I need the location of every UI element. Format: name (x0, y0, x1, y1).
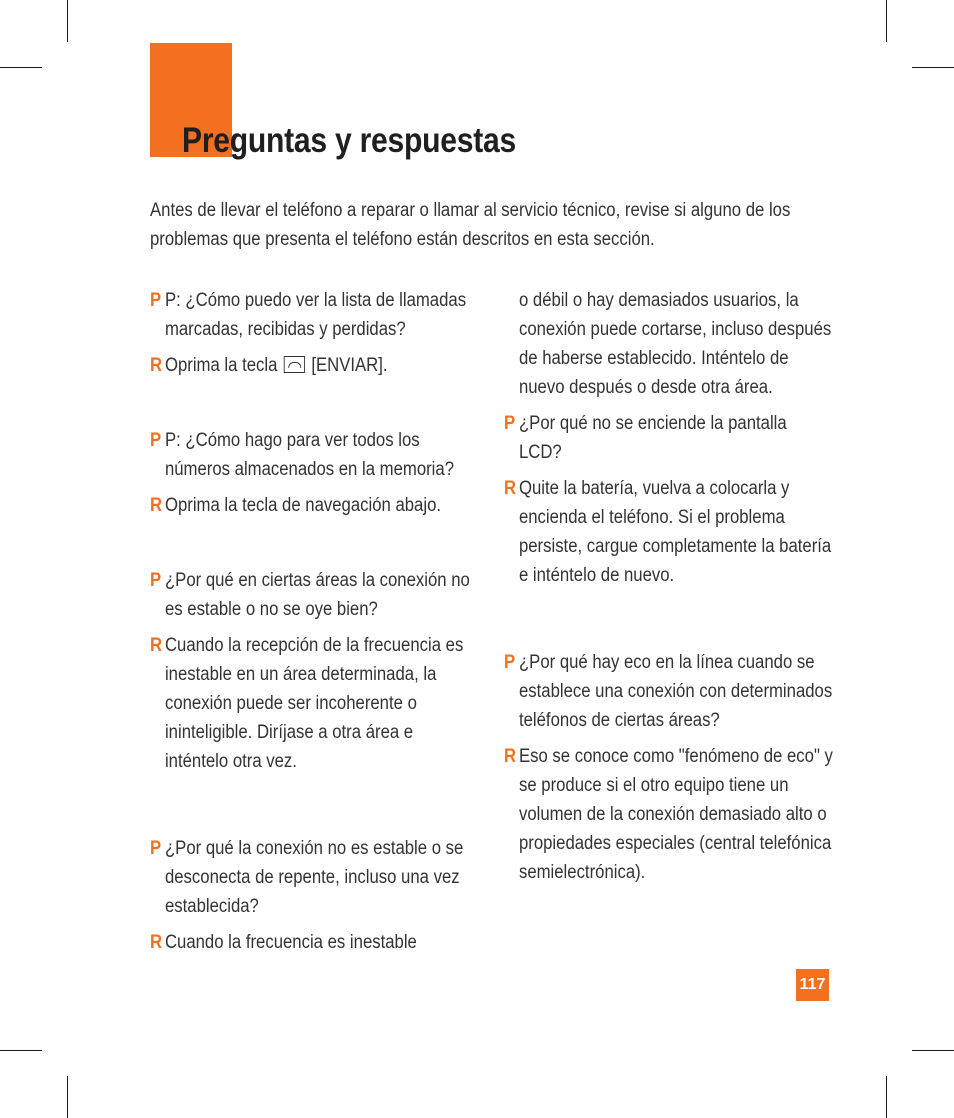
answer-marker: R (150, 355, 163, 376)
question-5 (504, 409, 834, 467)
crop-mark (886, 0, 887, 42)
answer-text: Cuando la recepción de la frecuencia es inestable en un área determinada, la conexión puede ser incoherente o ininteligible. Diríjase a otra área e inténtelo otra vez. (164, 635, 464, 772)
crop-mark (0, 1050, 42, 1051)
question-marker: P (150, 838, 162, 859)
answer-4-continued (504, 286, 834, 402)
answer-marker: R (150, 495, 163, 516)
page-title: Preguntas y respuestas (182, 121, 516, 160)
question-text: ¿Por qué no se enciende la pantalla LCD? (518, 413, 787, 463)
question-marker: P (150, 430, 162, 451)
question-1 (150, 286, 480, 344)
question-3 (150, 566, 480, 624)
answer-3 (150, 631, 480, 776)
answer-text: o débil o hay demasiados usuarios, la conexión puede cortarse, incluso después de haberse establecido. Inténtelo de nuevo después o desde otra área. (518, 290, 832, 398)
answer-text: Oprima la tecla (164, 355, 278, 376)
question-marker: P (504, 652, 516, 673)
answer-5 (504, 474, 834, 590)
question-text: ¿Por qué en ciertas áreas la conexión no es estable o no se oye bien? (164, 570, 470, 620)
crop-mark (0, 67, 42, 68)
crop-mark (886, 1076, 887, 1118)
answer-4 (150, 928, 480, 957)
answer-text: [ENVIAR]. (311, 355, 388, 376)
question-marker: P (150, 290, 162, 311)
answer-marker: R (150, 635, 163, 656)
question-text: ¿Por qué hay eco en la línea cuando se establece una conexión con determinados teléfonos de ciertas áreas? (518, 652, 833, 731)
question-text: P: ¿Cómo puedo ver la lista de llamadas marcadas, recibidas y perdidas? (164, 290, 467, 340)
question-6 (504, 648, 834, 735)
answer-text: Cuando la frecuencia es inestable (164, 932, 417, 953)
left-column (150, 286, 480, 957)
crop-mark (912, 67, 954, 68)
question-marker: P (504, 413, 516, 434)
question-4 (150, 834, 480, 921)
crop-mark (67, 0, 68, 42)
crop-mark (67, 1076, 68, 1118)
question-text: P: ¿Cómo hago para ver todos los números almacenados en la memoria? (164, 430, 454, 480)
question-marker: P (150, 570, 162, 591)
answer-6 (504, 742, 834, 887)
crop-mark (912, 1050, 954, 1051)
question-2 (150, 426, 480, 484)
intro-paragraph: Antes de llevar el teléfono a reparar o llamar al servicio técnico, revise si alguno de los problemas que presenta el teléfono están descritos en esta sección. (150, 200, 791, 250)
right-column (504, 286, 834, 887)
answer-marker: R (504, 746, 517, 767)
answer-2 (150, 491, 480, 520)
question-text: ¿Por qué la conexión no es estable o se desconecta de repente, incluso una vez establecida? (164, 838, 464, 917)
send-key-icon (284, 356, 305, 373)
answer-text: Eso se conoce como "fenómeno de eco" y se produce si el otro equipo tiene un volumen de la conexión demasiado alto o propiedades especiales (central telefónica semielectrónica). (518, 746, 833, 883)
answer-1 (150, 351, 480, 380)
answer-text: Quite la batería, vuelva a colocarla y encienda el teléfono. Si el problema persiste, cargue completamente la batería e inténtelo de nuevo. (518, 478, 832, 586)
answer-marker: R (504, 478, 517, 499)
page-number: 117 (796, 969, 829, 1001)
answer-text: Oprima la tecla de navegación abajo. (164, 495, 442, 516)
answer-marker: R (150, 932, 163, 953)
